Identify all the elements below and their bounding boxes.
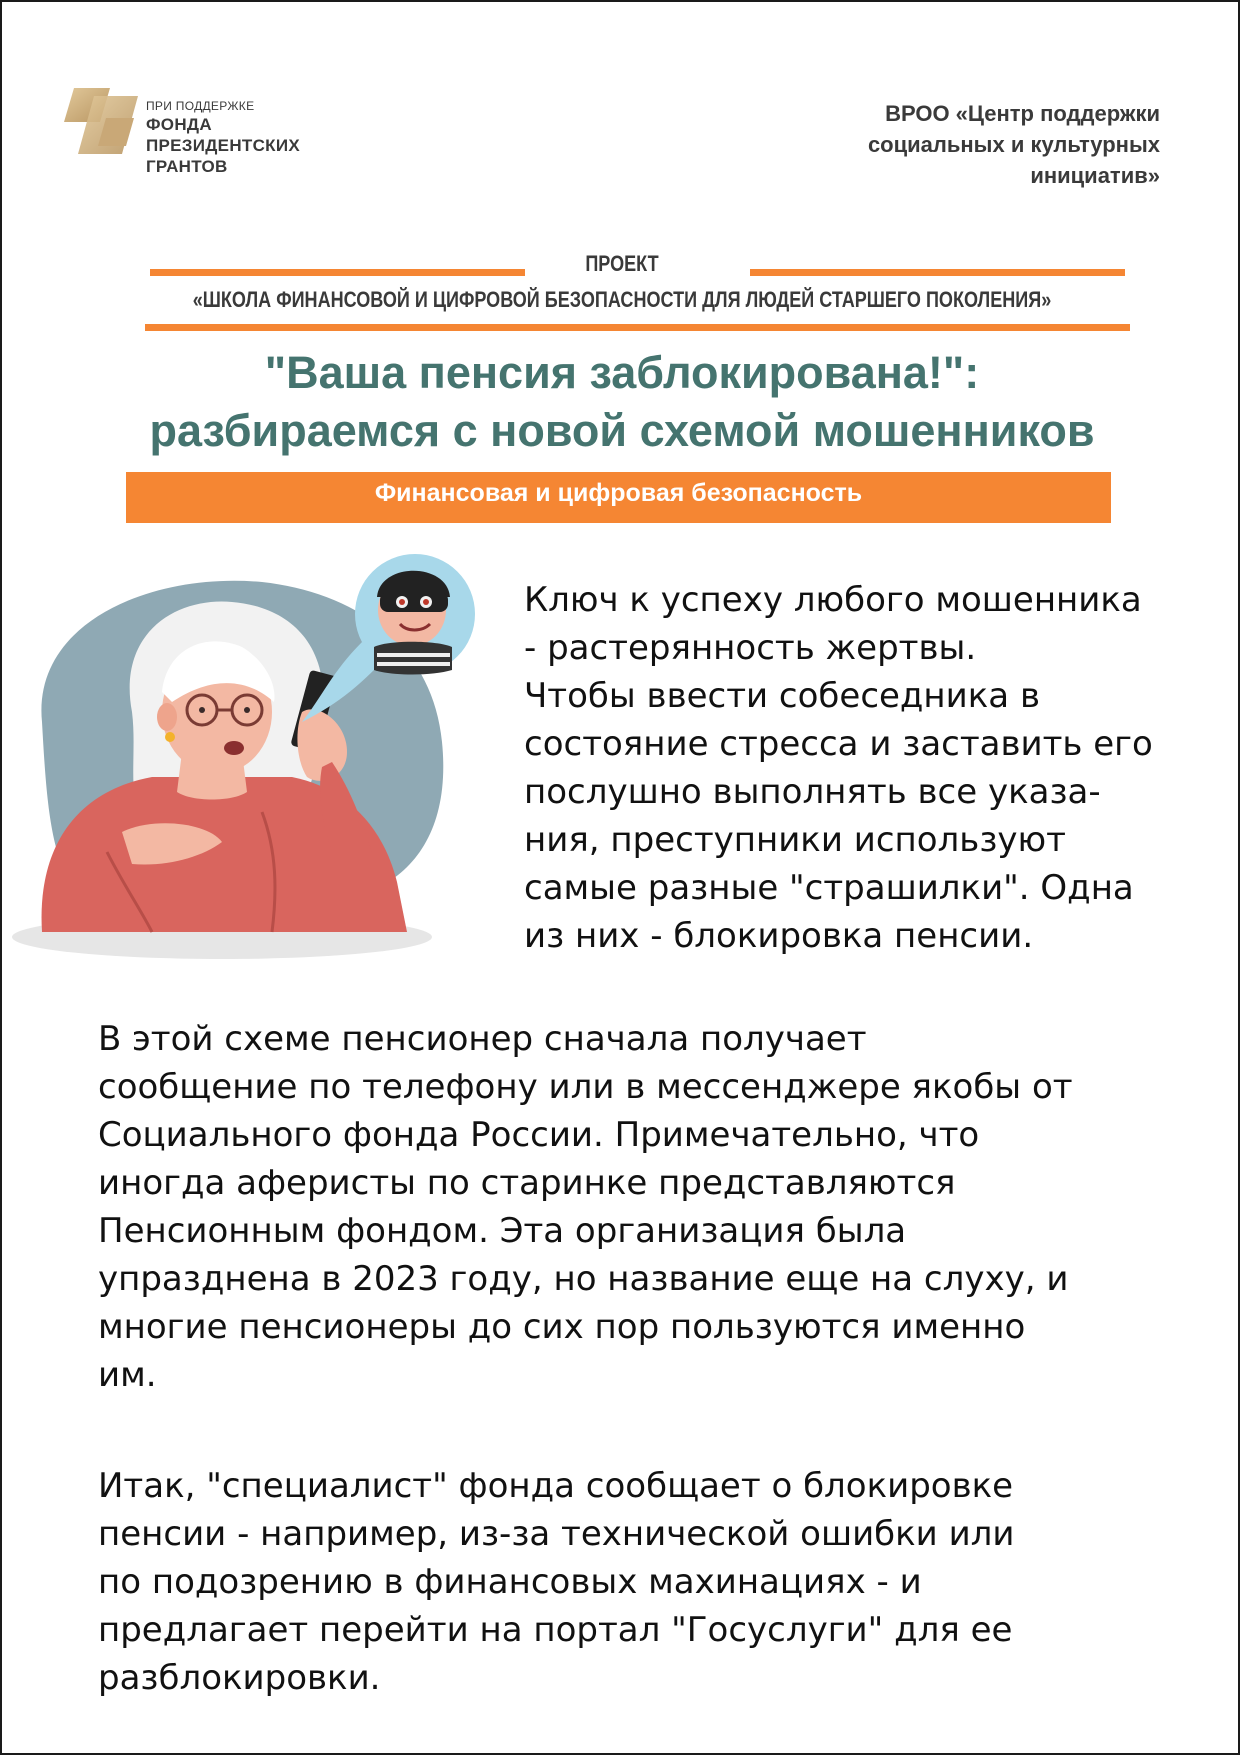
paragraph-line: В этой схеме пенсионер сначала получает xyxy=(98,1019,867,1059)
paragraph-line: многие пенсионеры до сих пор пользуются именно xyxy=(98,1307,1026,1347)
intro-line: состояние стресса и заставить его xyxy=(524,724,1153,764)
project-name: «ШКОЛА ФИНАНСОВОЙ И ЦИФРОВОЙ БЕЗОПАСНОСТИ ДЛЯ ЛЮДЕЙ СТАРШЕГО ПОКОЛЕНИЯ» xyxy=(192,287,1052,312)
org-line-1: ВРОО «Центр поддержки xyxy=(885,101,1160,126)
intro-text xyxy=(524,576,1224,960)
grant-fund-emblem-icon xyxy=(60,88,140,156)
paragraph-line: Пенсионным фондом. Эта организация была xyxy=(98,1211,907,1251)
paragraph-line: предлагает перейти на портал "Госуслуги" для ее xyxy=(98,1610,1013,1650)
intro-line: послушно выполнять все указа- xyxy=(524,772,1101,812)
paragraph-line: разблокировки. xyxy=(98,1658,381,1698)
logo-line-3: ПРЕЗИДЕНТСКИХ xyxy=(146,136,300,155)
project-label: ПРОЕКТ xyxy=(585,251,659,276)
paragraph-line: иногда аферисты по старинке представляются xyxy=(98,1163,956,1203)
intro-line: - растерянность жертвы. xyxy=(524,628,977,668)
logo-line-2: ФОНДА xyxy=(146,115,212,134)
paragraph-2 xyxy=(98,1462,1158,1702)
category-banner: Финансовая и цифровая безопасность xyxy=(126,472,1111,523)
organization-name xyxy=(780,98,1160,191)
project-line-bottom xyxy=(145,324,1130,331)
paragraph-1 xyxy=(98,1015,1158,1399)
logo-line-1: ПРИ ПОДДЕРЖКЕ xyxy=(146,99,255,113)
paragraph-line: Итак, "специалист" фонда сообщает о блокировке xyxy=(98,1466,1014,1506)
org-line-2: социальных и культурных xyxy=(867,132,1160,157)
article-title xyxy=(2,344,1240,460)
intro-line: самые разные "страшилки". Одна xyxy=(524,868,1134,908)
title-line-2: разбираемся с новой схемой мошенников xyxy=(149,405,1095,456)
paragraph-line: им. xyxy=(98,1355,157,1395)
paragraph-line: пенсии - например, из-за технической ошибки или xyxy=(98,1514,1015,1554)
paragraph-line: Социального фонда России. Примечательно, что xyxy=(98,1115,980,1155)
logo-text xyxy=(146,98,300,177)
org-line-3: инициатив» xyxy=(1030,163,1160,188)
paragraph-line: по подозрению в финансовых махинациях - и xyxy=(98,1562,922,1602)
paragraph-line: упразднена в 2023 году, но название еще на слуху, и xyxy=(98,1259,1069,1299)
title-line-1: "Ваша пенсия заблокирована!": xyxy=(264,347,980,398)
elderly-woman-phone-icon xyxy=(2,552,492,972)
scam-call-illustration xyxy=(2,552,492,972)
intro-line: из них - блокировка пенсии. xyxy=(524,916,1034,956)
intro-line: ния, преступники используют xyxy=(524,820,1066,860)
intro-line: Чтобы ввести собеседника в xyxy=(524,676,1040,716)
intro-line: Ключ к успеху любого мошенника xyxy=(524,580,1142,620)
presidential-grants-logo xyxy=(60,86,360,186)
logo-line-4: ГРАНТОВ xyxy=(146,157,228,176)
paragraph-line: сообщение по телефону или в мессенджере якобы от xyxy=(98,1067,1073,1107)
